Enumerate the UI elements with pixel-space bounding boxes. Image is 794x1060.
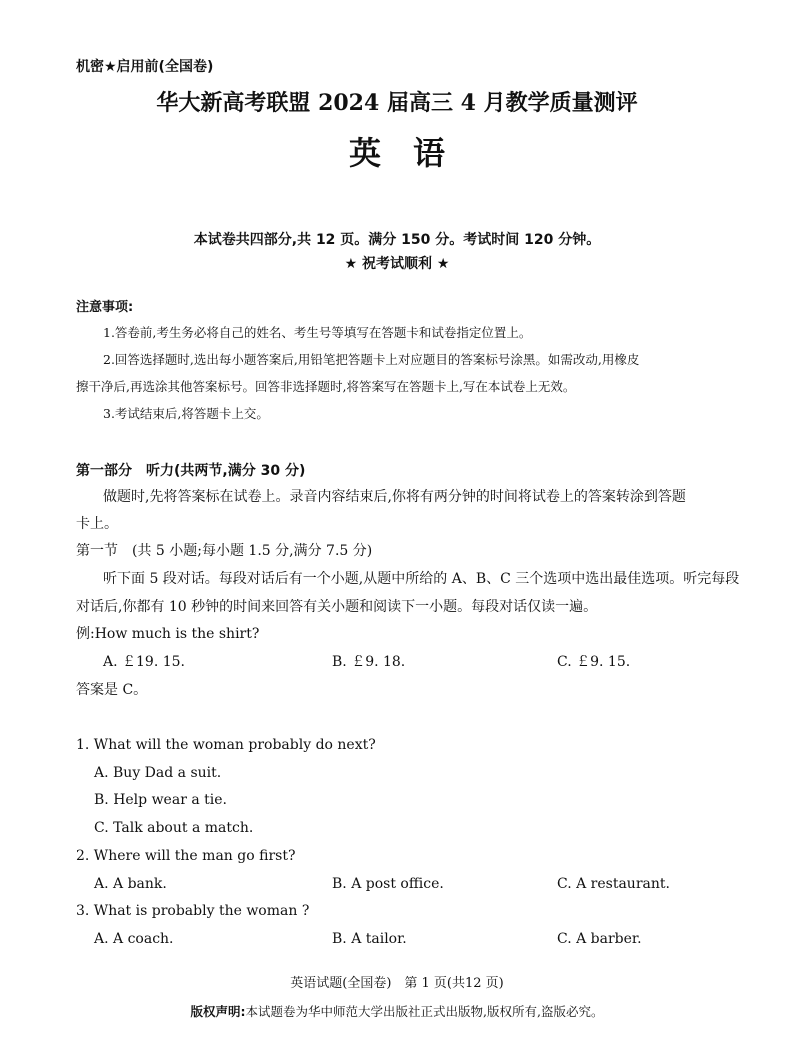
example-option-b: B. ￡9. 18. — [332, 654, 406, 670]
part1-intro-cont: 卡上。 — [76, 516, 118, 532]
question-1-option-a: A. Buy Dad a suit. — [94, 765, 222, 781]
section1-instructions-cont: 对话后,你都有 10 秒钟的时间来回答有关小题和阅读下一小题。每段对话仅读一遍。 — [76, 599, 598, 615]
good-luck-line: ★ 祝考试顺利 ★ — [344, 256, 450, 272]
copyright-label: 版权声明: — [190, 1004, 246, 1019]
note-item-3: 3.考试结束后,将答题卡上交。 — [103, 406, 269, 421]
question-2-option-b: B. A post office. — [332, 876, 444, 892]
page-footer: 英语试题(全国卷) 第 1 页(共12 页) — [290, 976, 504, 991]
question-3-option-b: B. A tailor. — [332, 931, 407, 947]
question-3-option-a: A. A coach. — [94, 931, 174, 947]
section1-heading: 第一节 (共 5 小题;每小题 1.5 分,满分 7.5 分) — [76, 543, 373, 559]
question-1-option-c: C. Talk about a match. — [94, 820, 254, 836]
part1-heading: 第一部分 听力(共两节,满分 30 分) — [76, 463, 306, 479]
example-option-c: C. ￡9. 15. — [557, 654, 631, 670]
note-item-2: 2.回答选择题时,选出每小题答案后,用铅笔把答题卡上对应题目的答案标号涂黑。如需改动,用橡皮 — [103, 352, 640, 367]
question-2-option-a: A. A bank. — [94, 876, 167, 892]
copyright-notice — [0, 1002, 794, 1020]
question-1-option-b: B. Help wear a tie. — [94, 792, 227, 808]
note-item-2-cont: 擦干净后,再选涂其他答案标号。回答非选择题时,将答案写在答题卡上,写在本试卷上无效。 — [76, 379, 576, 394]
confidential-label: 机密★启用前(全国卷) — [76, 59, 214, 75]
subject-title: 英 语 — [348, 134, 445, 172]
section1-instructions: 听下面 5 段对话。每段对话后有一个小题,从题中所给的 A、B、C 三个选项中选出最佳选项。听完每段 — [103, 571, 740, 587]
question-1-stem: 1. What will the woman probably do next? — [76, 737, 376, 753]
question-3-stem: 3. What is probably the woman ? — [76, 903, 310, 919]
example-question: 例:How much is the shirt? — [76, 626, 260, 642]
example-answer: 答案是 C。 — [76, 682, 148, 698]
example-option-a: A. ￡19. 15. — [103, 654, 185, 670]
copyright-text: 本试题卷为华中师范大学出版社正式出版物,版权所有,盗版必究。 — [245, 1004, 604, 1019]
question-2-stem: 2. Where will the man go first? — [76, 848, 296, 864]
part1-intro: 做题时,先将答案标在试卷上。录音内容结束后,你将有两分钟的时间将试卷上的答案转涂到答题 — [103, 489, 686, 505]
question-2-option-c: C. A restaurant. — [557, 876, 670, 892]
notes-heading: 注意事项: — [76, 300, 134, 315]
note-item-1: 1.答卷前,考生务必将自己的姓名、考生号等填写在答题卡和试卷指定位置上。 — [103, 325, 532, 340]
question-3-option-c: C. A barber. — [557, 931, 642, 947]
exam-summary: 本试卷共四部分,共 12 页。满分 150 分。考试时间 120 分钟。 — [193, 232, 601, 248]
exam-title: 华大新高考联盟 2024 届高三 4 月教学质量测评 — [156, 90, 638, 116]
